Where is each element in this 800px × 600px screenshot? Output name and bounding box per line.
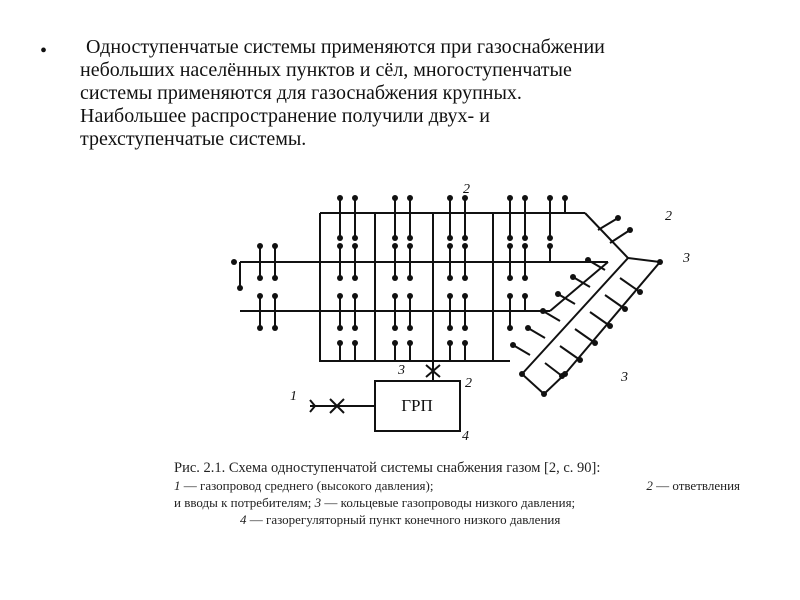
caption-text-3a: и вводы к потребителям; — [174, 495, 312, 510]
branches-bottom — [340, 343, 465, 361]
label-3-right: 3 — [683, 251, 690, 266]
branches-row-2-up — [260, 246, 550, 262]
caption-num-1: 1 — [174, 478, 181, 493]
caption-title: Рис. 2.1. Схема одноступенчатой системы снабжения газом [2, с. 90]: — [174, 460, 601, 476]
bullet-line-5: трехступенчатые системы. — [80, 128, 307, 150]
caption-text-3b: — кольцевые газопроводы низкого давления; — [324, 495, 576, 510]
caption-line-4 — [174, 511, 740, 528]
consumer-nodes — [231, 195, 663, 397]
caption-num-2: 2 — [646, 478, 653, 493]
diagonal-ring-a — [522, 213, 628, 374]
label-3-bottom: 3 — [621, 370, 628, 385]
label-2-top: 2 — [463, 182, 470, 197]
main-pipe-left-bottom — [320, 213, 510, 361]
bullet-paragraph — [40, 36, 740, 151]
grp-label: ГРП — [401, 396, 433, 415]
caption-text-4: — газорегуляторный пункт конечного низкого давления — [249, 512, 561, 527]
label-2-bottom: 2 — [465, 376, 472, 391]
bullet-line-2: небольших населённых пунктов и сёл, многоступенчатые — [80, 59, 572, 81]
caption-num-3: 3 — [314, 495, 322, 510]
gas-network-diagram — [150, 178, 750, 440]
branches-row-1 — [340, 213, 550, 238]
label-4: 4 — [462, 429, 469, 440]
diagonal-link — [550, 262, 608, 311]
bullet-marker: • — [40, 40, 48, 62]
caption-text-2: — ответвления — [656, 478, 740, 493]
label-2-right: 2 — [665, 209, 672, 224]
branches-top — [340, 198, 565, 213]
branches-row-2-down — [260, 262, 525, 278]
label-1: 1 — [290, 389, 297, 404]
bullet-text — [80, 36, 740, 151]
label-3-left: 3 — [398, 363, 405, 378]
diagonal-ring-c — [522, 374, 565, 394]
bullet-line-3: системы применяются для газоснабжения крупных. — [80, 82, 522, 104]
branches-row-3-up — [260, 296, 525, 311]
caption-line-3 — [174, 494, 740, 511]
branches-row-3-down — [260, 311, 510, 328]
caption-text-1: — газопровод среднего (высокого давления); — [183, 478, 434, 493]
bullet-line-4: Наибольшее распространение получили двух- и — [80, 105, 490, 127]
caption-num-4: 4 — [240, 512, 247, 527]
figure-caption — [174, 460, 740, 528]
caption-line-2 — [174, 477, 740, 494]
bullet-line-1: Одноступенчатые системы применяются при газоснабжении — [86, 36, 605, 58]
